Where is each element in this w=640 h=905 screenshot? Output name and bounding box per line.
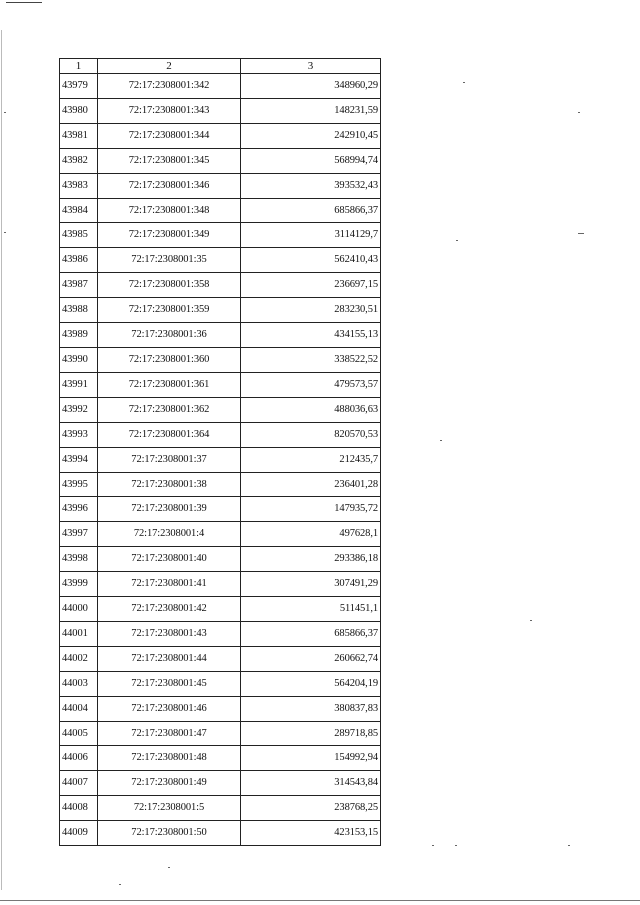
- table-row: [60, 323, 381, 348]
- cadastral-value-cell: 236697,15: [241, 273, 381, 298]
- row-number-cell: 44008: [60, 796, 98, 821]
- cadastral-number-cell: 72:17:2308001:360: [98, 347, 241, 372]
- cadastral-number-cell: 72:17:2308001:49: [98, 771, 241, 796]
- cadastral-value-cell: 423153,15: [241, 821, 381, 846]
- row-number-cell: 43990: [60, 347, 98, 372]
- cadastral-number-cell: 72:17:2308001:361: [98, 372, 241, 397]
- scan-speck: [440, 440, 442, 441]
- row-number-cell: 43986: [60, 248, 98, 273]
- row-number-cell: 43988: [60, 298, 98, 323]
- row-number-cell: 43987: [60, 273, 98, 298]
- row-number-cell: 43999: [60, 572, 98, 597]
- cadastral-value-cell: 236401,28: [241, 472, 381, 497]
- table-row: [60, 746, 381, 771]
- table-row: [60, 522, 381, 547]
- cadastral-value-cell: 497628,1: [241, 522, 381, 547]
- row-number-cell: 43980: [60, 98, 98, 123]
- cadastral-number-cell: 72:17:2308001:45: [98, 671, 241, 696]
- scan-speck: [168, 867, 170, 868]
- cadastral-number-cell: 72:17:2308001:40: [98, 547, 241, 572]
- cadastral-number-cell: 72:17:2308001:41: [98, 572, 241, 597]
- scan-speck: [578, 233, 584, 234]
- row-number-cell: 43993: [60, 422, 98, 447]
- cadastral-number-cell: 72:17:2308001:35: [98, 248, 241, 273]
- cadastral-number-cell: 72:17:2308001:359: [98, 298, 241, 323]
- cadastral-value-cell: 820570,53: [241, 422, 381, 447]
- row-number-cell: 44001: [60, 621, 98, 646]
- row-number-cell: 44009: [60, 821, 98, 846]
- row-number-cell: 44005: [60, 721, 98, 746]
- header-row: [60, 59, 381, 74]
- cadastral-number-cell: 72:17:2308001:362: [98, 397, 241, 422]
- cadastral-value-cell: 307491,29: [241, 572, 381, 597]
- cadastral-value-cell: 293386,18: [241, 547, 381, 572]
- scan-speck: [456, 240, 458, 241]
- cadastral-value-cell: 488036,63: [241, 397, 381, 422]
- table-row: [60, 447, 381, 472]
- header-col-2: 2: [98, 59, 241, 74]
- cadastral-number-cell: 72:17:2308001:37: [98, 447, 241, 472]
- cadastral-number-cell: 72:17:2308001:358: [98, 273, 241, 298]
- cadastral-number-cell: 72:17:2308001:47: [98, 721, 241, 746]
- cadastral-value-cell: 380837,83: [241, 696, 381, 721]
- cadastral-value-cell: 685866,37: [241, 198, 381, 223]
- table-row: [60, 621, 381, 646]
- cadastral-value-cell: 283230,51: [241, 298, 381, 323]
- cadastral-number-cell: 72:17:2308001:342: [98, 74, 241, 99]
- table-row: [60, 646, 381, 671]
- row-number-cell: 43989: [60, 323, 98, 348]
- table-row: [60, 123, 381, 148]
- table-row: [60, 696, 381, 721]
- row-number-cell: 43992: [60, 397, 98, 422]
- table-row: [60, 223, 381, 248]
- cadastral-value-cell: 564204,19: [241, 671, 381, 696]
- table-row: [60, 472, 381, 497]
- row-number-cell: 44003: [60, 671, 98, 696]
- header-col-1: 1: [60, 59, 98, 74]
- scan-speck: [530, 620, 532, 621]
- cadastral-value-cell: 568994,74: [241, 148, 381, 173]
- row-number-cell: 43982: [60, 148, 98, 173]
- cadastral-value-cell: 348960,29: [241, 74, 381, 99]
- scan-artifact-line: [6, 2, 42, 3]
- table-row: [60, 572, 381, 597]
- cadastral-value-cell: 685866,37: [241, 621, 381, 646]
- table-row: [60, 298, 381, 323]
- row-number-cell: 43984: [60, 198, 98, 223]
- cadastral-number-cell: 72:17:2308001:348: [98, 198, 241, 223]
- cadastral-value-cell: 212435,7: [241, 447, 381, 472]
- scan-speck: [4, 112, 6, 113]
- cadastral-value-cell: 147935,72: [241, 497, 381, 522]
- table-row: [60, 671, 381, 696]
- row-number-cell: 44004: [60, 696, 98, 721]
- scan-bottom-edge: [0, 900, 640, 901]
- header-col-3: 3: [241, 59, 381, 74]
- table-row: [60, 347, 381, 372]
- cadastral-value-cell: 434155,13: [241, 323, 381, 348]
- cadastral-number-cell: 72:17:2308001:364: [98, 422, 241, 447]
- cadastral-number-cell: 72:17:2308001:42: [98, 597, 241, 622]
- cadastral-number-cell: 72:17:2308001:44: [98, 646, 241, 671]
- row-number-cell: 43981: [60, 123, 98, 148]
- cadastral-value-cell: 393532,43: [241, 173, 381, 198]
- table-row: [60, 771, 381, 796]
- cadastral-number-cell: 72:17:2308001:38: [98, 472, 241, 497]
- scan-speck: [432, 845, 434, 846]
- table-row: [60, 821, 381, 846]
- scan-speck: [4, 232, 6, 233]
- row-number-cell: 43996: [60, 497, 98, 522]
- table-row: [60, 248, 381, 273]
- cadastral-value-cell: 511451,1: [241, 597, 381, 622]
- row-number-cell: 43979: [60, 74, 98, 99]
- row-number-cell: 43983: [60, 173, 98, 198]
- table-row: [60, 547, 381, 572]
- table-row: [60, 198, 381, 223]
- cadastral-value-table: [59, 58, 381, 846]
- cadastral-value-cell: 242910,45: [241, 123, 381, 148]
- cadastral-number-cell: 72:17:2308001:345: [98, 148, 241, 173]
- row-number-cell: 43985: [60, 223, 98, 248]
- row-number-cell: 43994: [60, 447, 98, 472]
- table-body: [60, 74, 381, 846]
- scan-speck: [119, 884, 121, 885]
- cadastral-number-cell: 72:17:2308001:36: [98, 323, 241, 348]
- cadastral-number-cell: 72:17:2308001:46: [98, 696, 241, 721]
- row-number-cell: 44000: [60, 597, 98, 622]
- cadastral-number-cell: 72:17:2308001:48: [98, 746, 241, 771]
- cadastral-value-cell: 238768,25: [241, 796, 381, 821]
- cadastral-value-cell: 148231,59: [241, 98, 381, 123]
- row-number-cell: 43998: [60, 547, 98, 572]
- cadastral-number-cell: 72:17:2308001:343: [98, 98, 241, 123]
- table-row: [60, 74, 381, 99]
- row-number-cell: 43991: [60, 372, 98, 397]
- cadastral-number-cell: 72:17:2308001:344: [98, 123, 241, 148]
- row-number-cell: 43995: [60, 472, 98, 497]
- table-row: [60, 597, 381, 622]
- cadastral-number-cell: 72:17:2308001:5: [98, 796, 241, 821]
- table-row: [60, 273, 381, 298]
- cadastral-value-cell: 338522,52: [241, 347, 381, 372]
- row-number-cell: 43997: [60, 522, 98, 547]
- table-row: [60, 796, 381, 821]
- table-row: [60, 397, 381, 422]
- scan-speck: [578, 112, 580, 113]
- cadastral-number-cell: 72:17:2308001:4: [98, 522, 241, 547]
- cadastral-value-cell: 154992,94: [241, 746, 381, 771]
- cadastral-number-cell: 72:17:2308001:346: [98, 173, 241, 198]
- table-row: [60, 148, 381, 173]
- row-number-cell: 44002: [60, 646, 98, 671]
- cadastral-number-cell: 72:17:2308001:349: [98, 223, 241, 248]
- scan-speck: [463, 82, 465, 83]
- cadastral-number-cell: 72:17:2308001:43: [98, 621, 241, 646]
- table-row: [60, 422, 381, 447]
- row-number-cell: 44007: [60, 771, 98, 796]
- table-row: [60, 98, 381, 123]
- cadastral-value-cell: 314543,84: [241, 771, 381, 796]
- cadastral-value-cell: 562410,43: [241, 248, 381, 273]
- cadastral-value-cell: 260662,74: [241, 646, 381, 671]
- cadastral-value-cell: 479573,57: [241, 372, 381, 397]
- cadastral-value-cell: 3114129,7: [241, 223, 381, 248]
- scan-edge-shadow: [1, 30, 2, 890]
- cadastral-value-cell: 289718,85: [241, 721, 381, 746]
- table-row: [60, 721, 381, 746]
- table-row: [60, 372, 381, 397]
- table-row: [60, 497, 381, 522]
- scan-speck: [568, 845, 570, 846]
- cadastral-number-cell: 72:17:2308001:39: [98, 497, 241, 522]
- scan-speck: [455, 845, 457, 846]
- cadastral-number-cell: 72:17:2308001:50: [98, 821, 241, 846]
- row-number-cell: 44006: [60, 746, 98, 771]
- table-row: [60, 173, 381, 198]
